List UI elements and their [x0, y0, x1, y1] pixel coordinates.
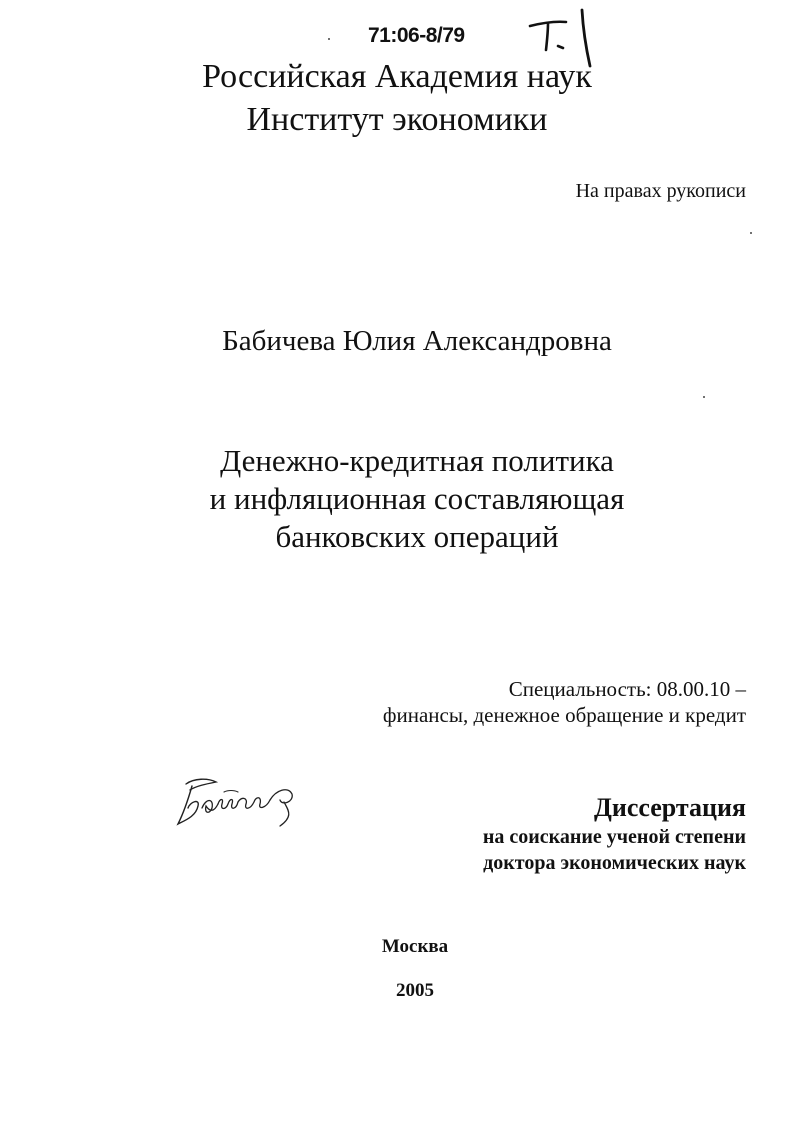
- scan-speck: [328, 38, 330, 40]
- author-name: Бабичева Юлия Александровна: [222, 325, 612, 357]
- specialty-description: финансы, денежное обращение и кредит: [382, 703, 746, 727]
- manuscript-note: На правах рукописи: [575, 180, 746, 202]
- year: 2005: [396, 980, 434, 1001]
- catalog-number: 71:06-8/79: [368, 24, 465, 47]
- degree-purpose: на соискание ученой степени: [482, 826, 746, 848]
- author-signature: [176, 776, 308, 834]
- scan-speck: [750, 232, 752, 234]
- dissertation-title-line-3: банковских операций: [275, 519, 559, 554]
- city: Москва: [381, 936, 449, 957]
- document-type: Диссертация: [593, 793, 746, 822]
- dissertation-title-line-2: и инфляционная составляющая: [209, 481, 625, 516]
- academy-name: Российская Академия наук: [202, 58, 592, 95]
- specialty-code: Специальность: 08.00.10 –: [508, 677, 746, 701]
- dissertation-title-line-1: Денежно-кредитная политика: [220, 443, 614, 478]
- institute-name: Институт экономики: [246, 101, 548, 138]
- scan-speck: [703, 396, 705, 398]
- degree-name: доктора экономических наук: [483, 852, 746, 874]
